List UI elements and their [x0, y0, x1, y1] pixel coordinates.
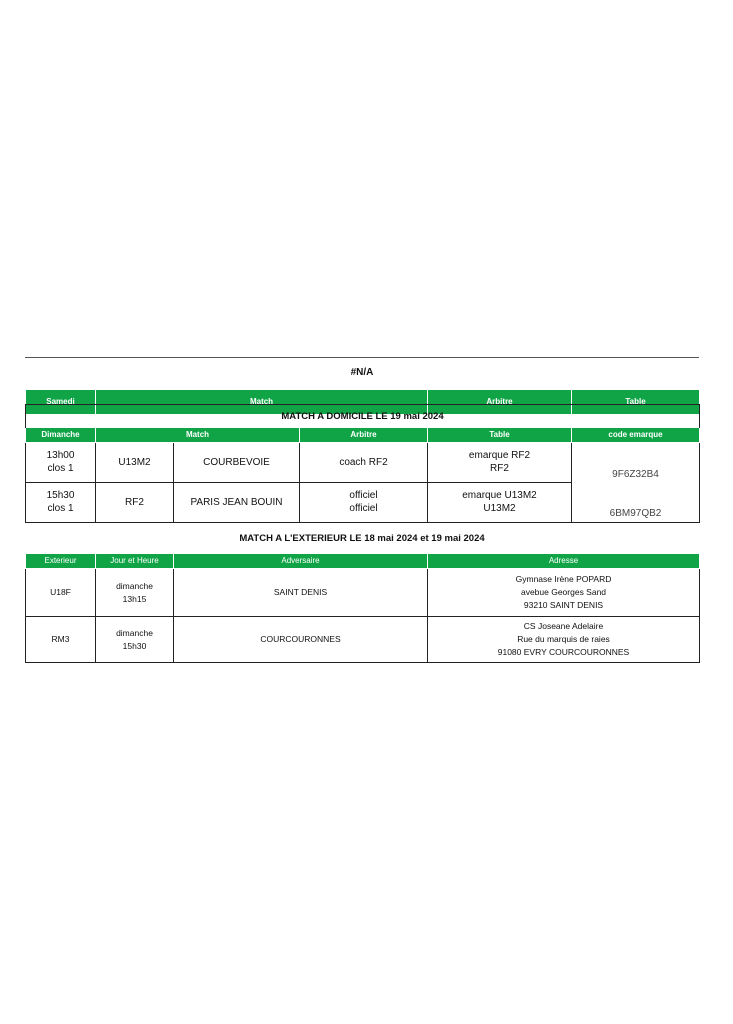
col-header-match: Match — [96, 390, 428, 415]
match-opponent: PARIS JEAN BOUIN — [174, 482, 300, 523]
code-emarque-cell — [572, 482, 700, 523]
code-emarque: 6BM97QB2 — [609, 508, 662, 519]
table-row — [26, 443, 700, 483]
col-header-adresse: Adresse — [428, 554, 700, 569]
table-line-2: U13M2 — [483, 503, 516, 515]
away-time: 13h15 — [122, 593, 147, 604]
col-header-exterieur: Exterieur — [26, 554, 96, 569]
address-line-1: CS Joseane Adelaire — [523, 621, 604, 631]
match-referee: coach RF2 — [300, 443, 428, 483]
col-header-arbitre-2: Arbitre — [300, 428, 428, 443]
match-referee-cell — [300, 482, 428, 523]
table-row — [26, 569, 700, 617]
address-line-3: 93210 SAINT DENIS — [523, 600, 604, 610]
match-table-cell — [428, 482, 572, 523]
away-header-row — [26, 554, 700, 569]
table-line-1: emarque U13M2 — [462, 490, 537, 502]
top-divider — [25, 357, 699, 358]
match-time: 13h00 — [46, 450, 75, 462]
away-time: 15h30 — [122, 640, 147, 651]
col-header-adversaire: Adversaire — [174, 554, 428, 569]
address-line-2: avebue Georges Sand — [520, 587, 607, 597]
match-gym: clos 1 — [47, 503, 74, 515]
address-line-3: 91080 EVRY COURCOURONNES — [497, 647, 630, 657]
away-opponent: COURCOURONNES — [174, 617, 428, 663]
referee-line-1: officiel — [349, 490, 378, 502]
col-header-jour-heure: Jour et Heure — [96, 554, 174, 569]
away-datetime-cell — [96, 569, 174, 617]
address-line-2: Rue du marquis de raies — [517, 634, 610, 644]
away-day: dimanche — [116, 580, 153, 591]
match-time-cell — [26, 482, 96, 523]
home-header-row-samedi: Samedi Match Arbitre Table code emarque — [26, 390, 700, 415]
away-team: U18F — [26, 569, 96, 617]
col-header-table: Table — [572, 390, 700, 415]
match-opponent: COURBEVOIE — [174, 443, 300, 483]
header-value: #N/A — [350, 367, 374, 378]
away-address-cell — [428, 617, 700, 663]
home-matches-body — [25, 404, 700, 523]
match-time: 15h30 — [46, 490, 75, 502]
away-matches-table — [25, 553, 700, 663]
code-emarque: 9F6Z32B4 — [612, 469, 659, 480]
match-time-cell — [26, 443, 96, 483]
col-header-table-2: Table — [428, 428, 572, 443]
address-line-1: Gymnase Irène POPARD — [515, 574, 612, 584]
away-team: RM3 — [26, 617, 96, 663]
away-opponent: SAINT DENIS — [174, 569, 428, 617]
table-row — [26, 482, 700, 523]
away-section-title: MATCH A L'EXTERIEUR LE 18 mai 2024 et 19 mai 2024 — [239, 533, 485, 544]
home-title-row — [26, 405, 700, 428]
match-team: U13M2 — [96, 443, 174, 483]
match-gym: clos 1 — [47, 463, 74, 475]
match-table-cell — [428, 443, 572, 483]
col-header-arbitre: Arbitre — [428, 390, 572, 415]
table-line-1: emarque RF2 — [468, 450, 531, 462]
home-section-title: MATCH A DOMICILE LE 19 mai 2024 — [26, 405, 700, 428]
referee-line-2: officiel — [349, 503, 378, 515]
away-address-cell — [428, 569, 700, 617]
col-header-code-emarque-2: code emarque — [572, 428, 700, 443]
col-header-samedi: Samedi — [26, 390, 96, 415]
away-datetime-cell — [96, 617, 174, 663]
home-header-row-dimanche — [26, 428, 700, 443]
match-team: RF2 — [96, 482, 174, 523]
code-emarque-cell — [572, 443, 700, 483]
table-row — [26, 617, 700, 663]
away-day: dimanche — [116, 627, 153, 638]
col-header-dimanche: Dimanche — [26, 428, 96, 443]
table-line-2: RF2 — [490, 463, 509, 475]
col-header-match-2: Match — [96, 428, 300, 443]
